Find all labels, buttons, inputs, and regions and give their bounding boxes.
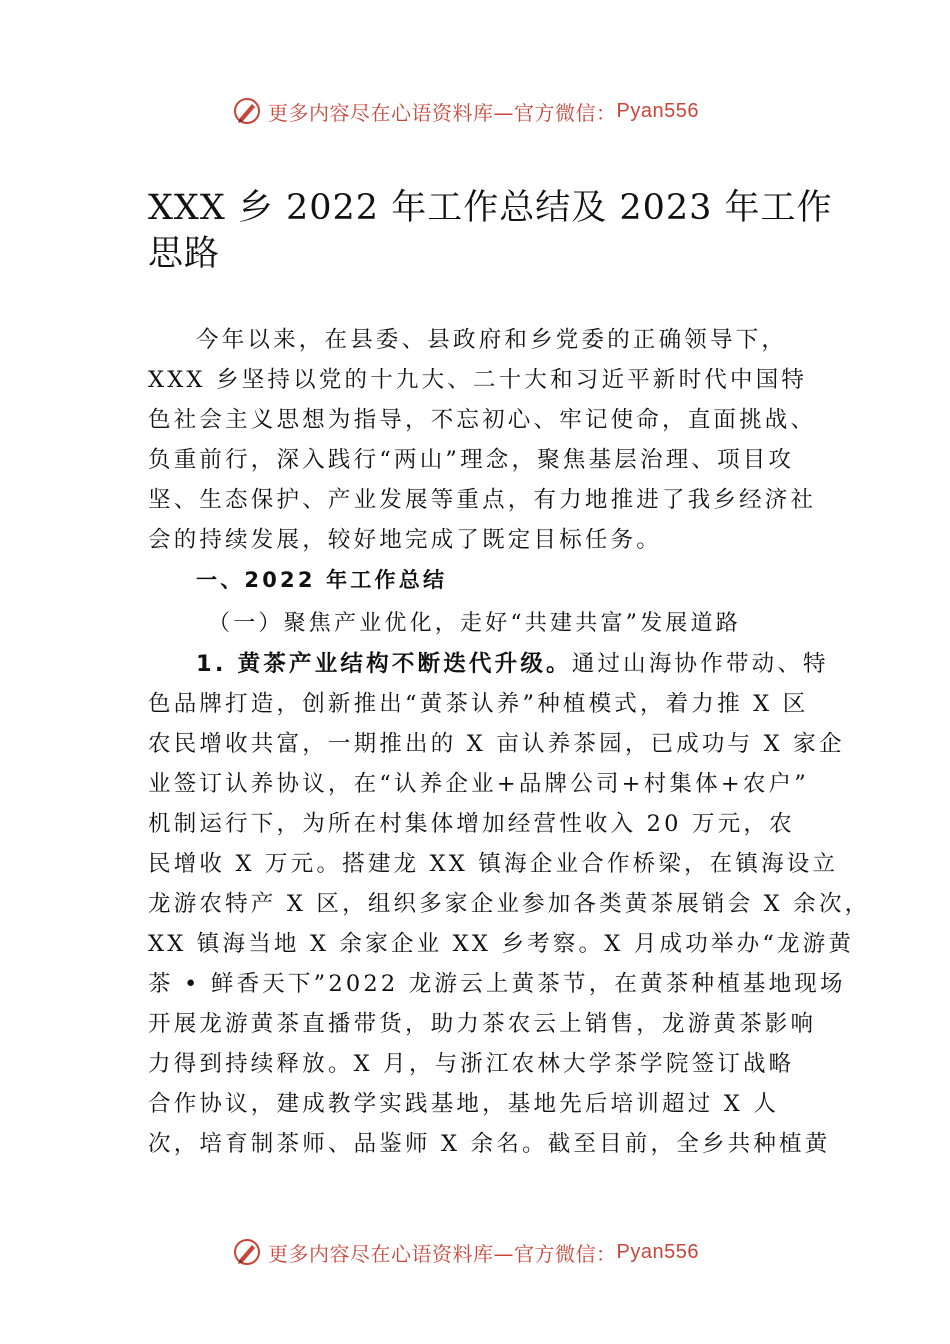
document-body (148, 320, 871, 1164)
paragraph-line: 会的持续发展，较好地完成了既定目标任务。 (148, 527, 663, 553)
paragraph-line: 茶 • 鲜香天下”2022 龙游云上黄茶节，在黄茶种植基地现场 (148, 971, 846, 997)
paragraph-line: 色社会主义思想为指导，不忘初心、牢记使命，直面挑战、 (148, 407, 817, 433)
paragraph-line: 合作协议，建成教学实践基地，基地先后培训超过 X 人 (148, 1091, 780, 1117)
paragraph-line: XXX 乡坚持以党的十九大、二十大和习近平新时代中国特 (148, 367, 808, 393)
paragraph-line: 色品牌打造，创新推出“黄茶认养”种植模式，着力推 X 区 (148, 691, 809, 717)
watermark-header (232, 96, 699, 126)
paragraph-line: 次，培育制茶师、品鉴师 X 余名。截至目前，全乡共种植黄 (148, 1131, 831, 1157)
paragraph-line: 负重前行，深入践行“两山”理念，聚焦基层治理、项目攻 (148, 447, 795, 473)
paragraph-line: 农民增收共富，一期推出的 X 亩认养茶园，已成功与 X 家企 (148, 731, 845, 757)
paragraph-text: 通过山海协作带动、特 (571, 651, 829, 677)
paragraph-line: 机制运行下，为所在村集体增加经营性收入 20 万元，农 (148, 811, 795, 837)
document-title: XXX 乡 2022 年工作总结及 2023 年工作思路 (148, 188, 833, 274)
watermark-text: 更多内容尽在心语资料库—官方微信： (268, 100, 617, 125)
paragraph-line: 力得到持续释放。X 月，与浙江农林大学茶学院签订战略 (148, 1051, 795, 1077)
watermark-id: Pyan556 (616, 99, 699, 122)
section-heading-1: 一、2022 年工作总结 (196, 568, 448, 592)
paragraph-line: 开展龙游黄茶直播带货，助力茶农云上销售，龙游黄茶影响 (148, 1011, 817, 1037)
watermark-id: Pyan556 (616, 1240, 699, 1263)
item-lead-text: 1. 黄茶产业结构不断迭代升级。 (196, 651, 572, 677)
paragraph-line: 今年以来，在县委、县政府和乡党委的正确领导下， (196, 327, 788, 353)
paragraph-line: XX 镇海当地 X 余家企业 XX 乡考察。X 月成功举办“龙游黄 (148, 931, 855, 957)
pen-logo-icon (232, 96, 262, 126)
paragraph-line (148, 644, 829, 684)
paragraph-line: 龙游农特产 X 区，组织多家企业参加各类黄茶展销会 X 余次， (148, 891, 871, 917)
pen-logo-icon (232, 1237, 262, 1267)
paragraph-line: 坚、生态保护、产业发展等重点，有力地推进了我乡经济社 (148, 487, 817, 513)
section-heading-2: （一）聚焦产业优化，走好“共建共富”发展道路 (208, 611, 741, 636)
paragraph-line: 民增收 X 万元。搭建龙 XX 镇海企业合作桥梁，在镇海设立 (148, 851, 839, 877)
watermark-text: 更多内容尽在心语资料库—官方微信： (268, 1241, 617, 1266)
watermark-footer (232, 1237, 699, 1267)
paragraph-line: 业签订认养协议，在“认养企业+品牌公司+村集体+农户” (148, 771, 809, 797)
